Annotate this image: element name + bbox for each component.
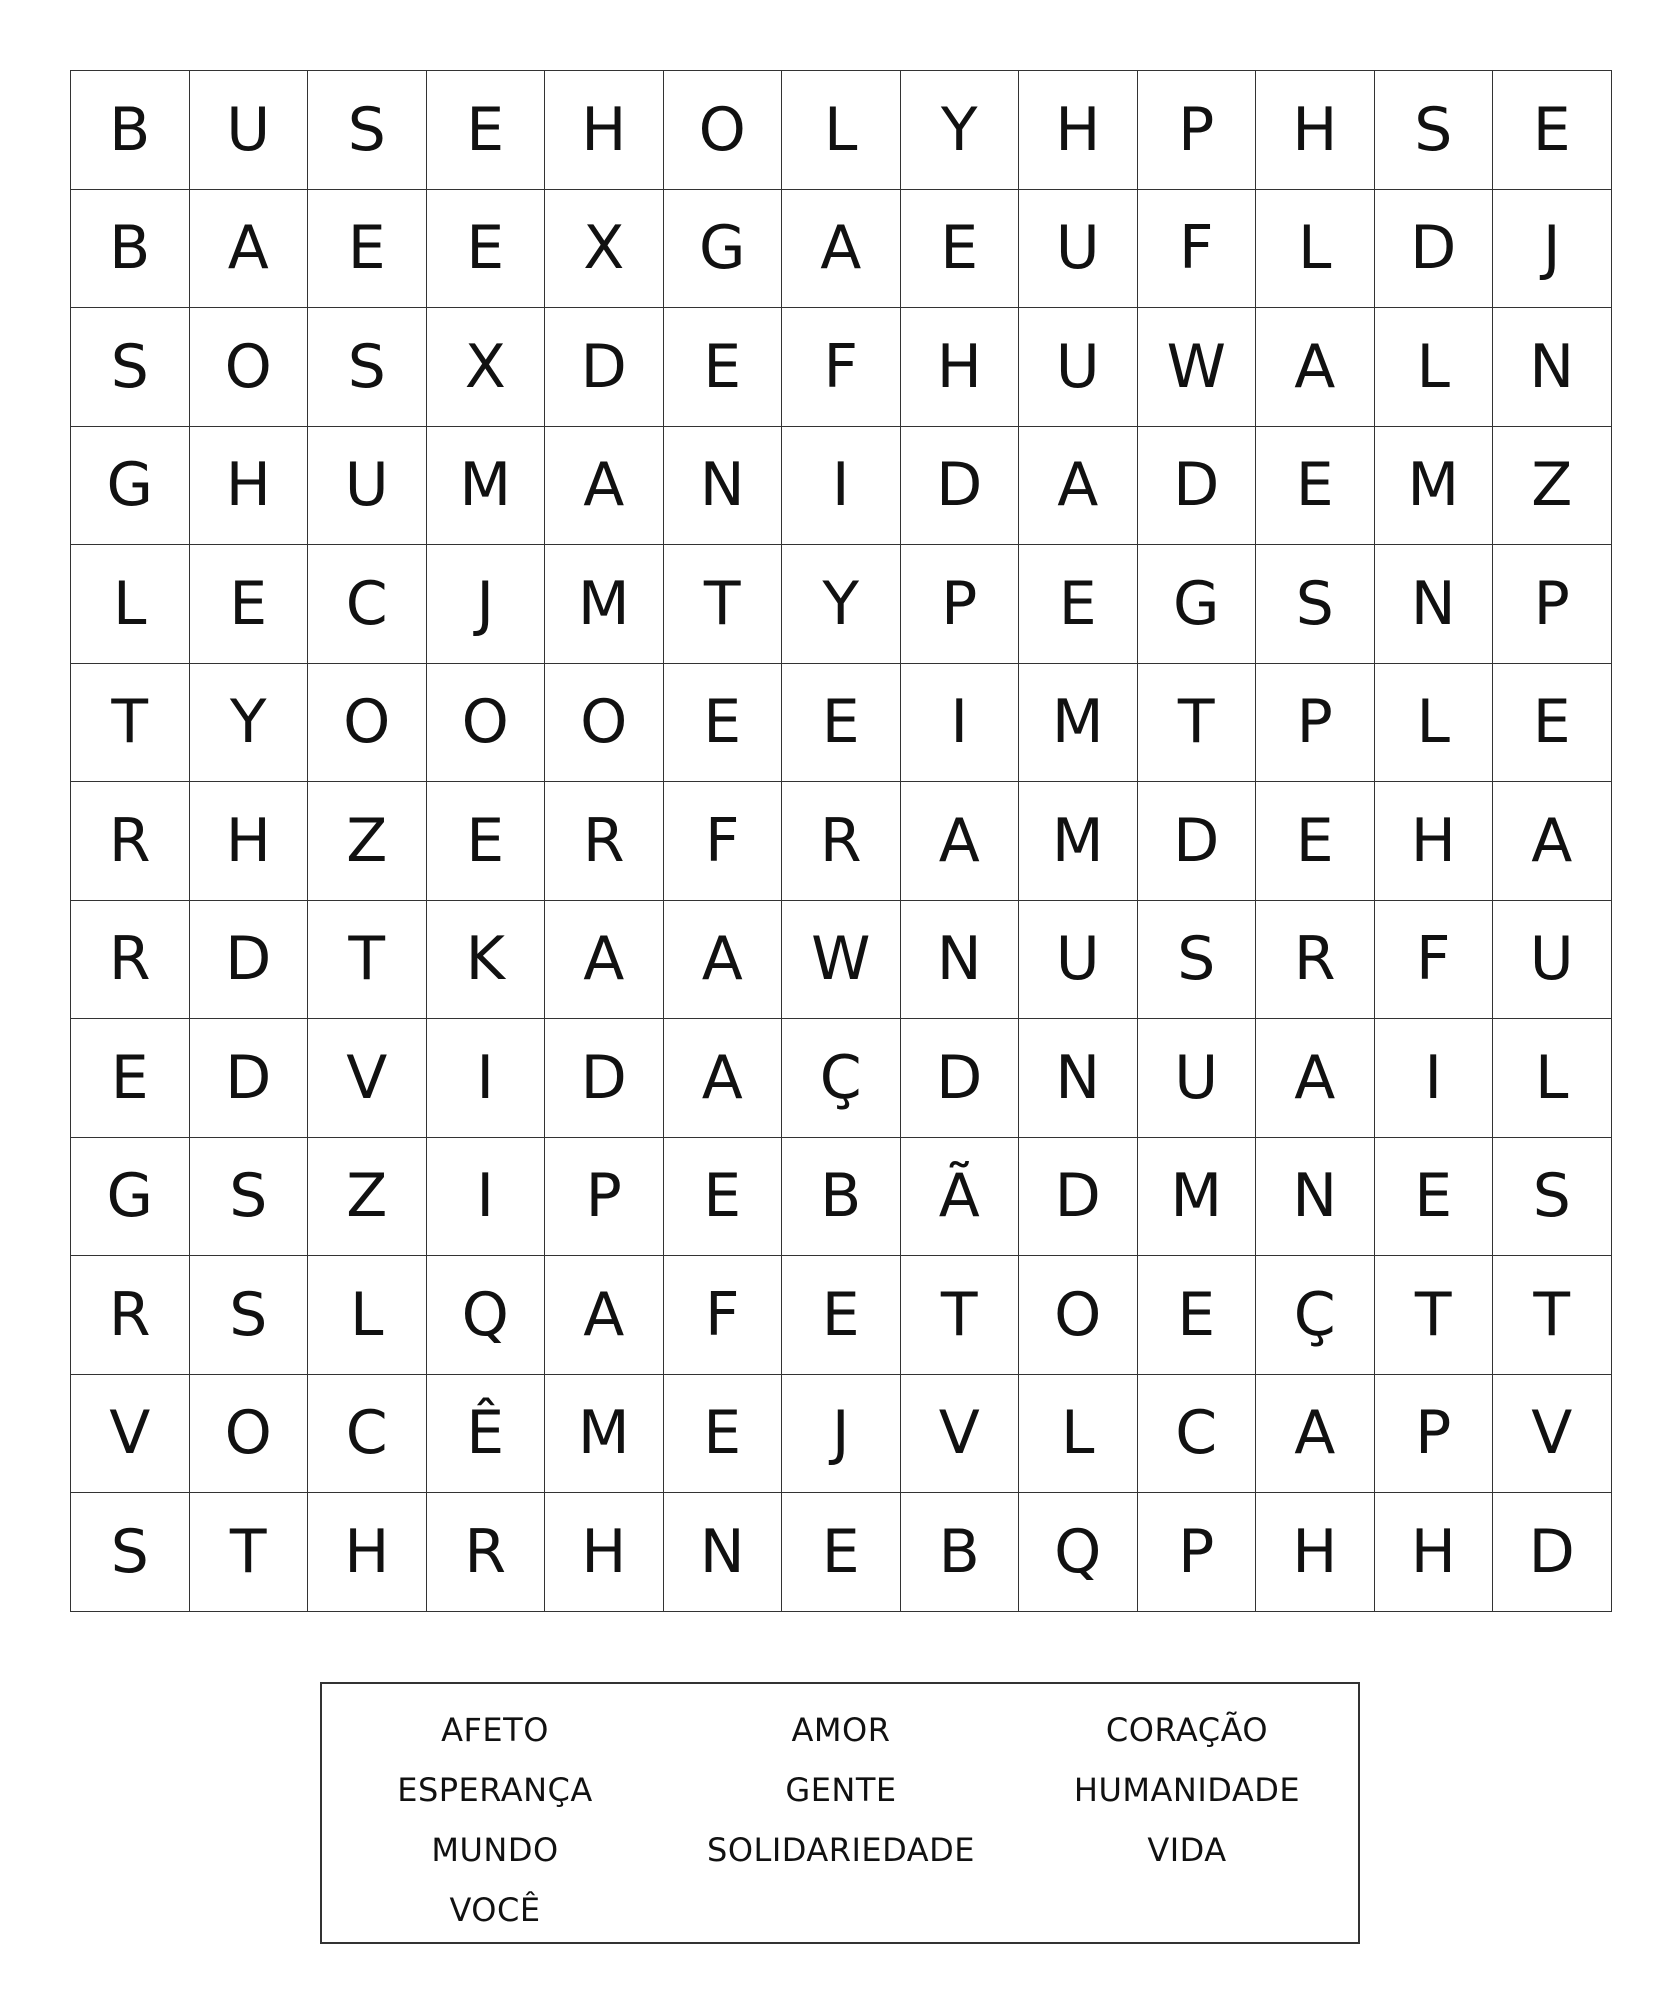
grid-cell-r9-c4[interactable]: I — [427, 1019, 546, 1138]
grid-cell-r3-c3[interactable]: S — [308, 308, 427, 427]
grid-cell-r8-c7[interactable]: W — [782, 901, 901, 1020]
grid-cell-r6-c8[interactable]: I — [901, 664, 1020, 783]
grid-cell-r9-c1[interactable]: E — [71, 1019, 190, 1138]
grid-cell-r8-c11[interactable]: R — [1256, 901, 1375, 1020]
grid-cell-r6-c7[interactable]: E — [782, 664, 901, 783]
grid-cell-r8-c13[interactable]: U — [1493, 901, 1612, 1020]
grid-cell-r7-c4[interactable]: E — [427, 782, 546, 901]
grid-cell-r8-c2[interactable]: D — [190, 901, 309, 1020]
grid-cell-r9-c3[interactable]: V — [308, 1019, 427, 1138]
grid-cell-r8-c3[interactable]: T — [308, 901, 427, 1020]
grid-cell-r11-c1[interactable]: R — [71, 1256, 190, 1375]
grid-cell-r2-c10[interactable]: F — [1138, 190, 1257, 309]
grid-cell-r12-c13[interactable]: V — [1493, 1375, 1612, 1494]
grid-cell-r12-c12[interactable]: P — [1375, 1375, 1494, 1494]
word-list-item: VIDA — [1147, 1831, 1227, 1869]
grid-cell-r2-c4[interactable]: E — [427, 190, 546, 309]
grid-cell-r13-c1[interactable]: S — [71, 1493, 190, 1612]
word-search-grid — [70, 70, 1612, 1612]
grid-cell-r13-c13[interactable]: D — [1493, 1493, 1612, 1612]
grid-cell-r5-c5[interactable]: M — [545, 545, 664, 664]
grid-cell-r5-c3[interactable]: C — [308, 545, 427, 664]
grid-cell-r6-c13[interactable]: E — [1493, 664, 1612, 783]
grid-cell-r13-c7[interactable]: E — [782, 1493, 901, 1612]
grid-cell-r12-c10[interactable]: C — [1138, 1375, 1257, 1494]
word-list-item: ESPERANÇA — [397, 1771, 593, 1809]
grid-cell-r3-c10[interactable]: W — [1138, 308, 1257, 427]
grid-cell-r8-c9[interactable]: U — [1019, 901, 1138, 1020]
grid-cell-r3-c13[interactable]: N — [1493, 308, 1612, 427]
grid-cell-r13-c5[interactable]: H — [545, 1493, 664, 1612]
grid-cell-r6-c4[interactable]: O — [427, 664, 546, 783]
grid-cell-r5-c2[interactable]: E — [190, 545, 309, 664]
grid-cell-r1-c2[interactable]: U — [190, 71, 309, 190]
grid-cell-r3-c6[interactable]: E — [664, 308, 783, 427]
grid-cell-r10-c5[interactable]: P — [545, 1138, 664, 1257]
grid-cell-r4-c12[interactable]: M — [1375, 427, 1494, 546]
grid-cell-r1-c13[interactable]: E — [1493, 71, 1612, 190]
grid-cell-r1-c9[interactable]: H — [1019, 71, 1138, 190]
grid-cell-r8-c8[interactable]: N — [901, 901, 1020, 1020]
grid-cell-r13-c10[interactable]: P — [1138, 1493, 1257, 1612]
grid-cell-r9-c2[interactable]: D — [190, 1019, 309, 1138]
grid-cell-r1-c1[interactable]: B — [71, 71, 190, 190]
grid-cell-r9-c7[interactable]: Ç — [782, 1019, 901, 1138]
grid-cell-r8-c10[interactable]: S — [1138, 901, 1257, 1020]
grid-cell-r12-c5[interactable]: M — [545, 1375, 664, 1494]
grid-cell-r12-c4[interactable]: Ê — [427, 1375, 546, 1494]
grid-cell-r1-c12[interactable]: S — [1375, 71, 1494, 190]
grid-cell-r2-c7[interactable]: A — [782, 190, 901, 309]
grid-cell-r3-c2[interactable]: O — [190, 308, 309, 427]
grid-cell-r4-c4[interactable]: M — [427, 427, 546, 546]
grid-cell-r11-c4[interactable]: Q — [427, 1256, 546, 1375]
grid-cell-r10-c10[interactable]: M — [1138, 1138, 1257, 1257]
grid-cell-r8-c6[interactable]: A — [664, 901, 783, 1020]
grid-cell-r5-c11[interactable]: S — [1256, 545, 1375, 664]
grid-cell-r10-c13[interactable]: S — [1493, 1138, 1612, 1257]
grid-cell-r11-c13[interactable]: T — [1493, 1256, 1612, 1375]
grid-cell-r2-c3[interactable]: E — [308, 190, 427, 309]
grid-cell-r11-c11[interactable]: Ç — [1256, 1256, 1375, 1375]
word-list-box — [320, 1682, 1360, 1944]
grid-cell-r6-c6[interactable]: E — [664, 664, 783, 783]
grid-cell-r7-c13[interactable]: A — [1493, 782, 1612, 901]
grid-cell-r13-c8[interactable]: B — [901, 1493, 1020, 1612]
grid-cell-r3-c12[interactable]: L — [1375, 308, 1494, 427]
grid-cell-r1-c4[interactable]: E — [427, 71, 546, 190]
grid-cell-r11-c8[interactable]: T — [901, 1256, 1020, 1375]
word-list-item: HUMANIDADE — [1073, 1771, 1301, 1809]
grid-cell-r11-c2[interactable]: S — [190, 1256, 309, 1375]
grid-cell-r6-c1[interactable]: T — [71, 664, 190, 783]
grid-cell-r7-c8[interactable]: A — [901, 782, 1020, 901]
word-list-item: GENTE — [785, 1771, 897, 1809]
grid-cell-r12-c3[interactable]: C — [308, 1375, 427, 1494]
grid-cell-r11-c6[interactable]: F — [664, 1256, 783, 1375]
grid-cell-r4-c9[interactable]: A — [1019, 427, 1138, 546]
grid-cell-r7-c1[interactable]: R — [71, 782, 190, 901]
grid-cell-r1-c3[interactable]: S — [308, 71, 427, 190]
grid-cell-r13-c12[interactable]: H — [1375, 1493, 1494, 1612]
grid-cell-r6-c2[interactable]: Y — [190, 664, 309, 783]
grid-cell-r4-c2[interactable]: H — [190, 427, 309, 546]
grid-cell-r11-c7[interactable]: E — [782, 1256, 901, 1375]
grid-cell-r9-c5[interactable]: D — [545, 1019, 664, 1138]
grid-cell-r3-c4[interactable]: X — [427, 308, 546, 427]
grid-cell-r3-c11[interactable]: A — [1256, 308, 1375, 427]
grid-cell-r1-c8[interactable]: Y — [901, 71, 1020, 190]
grid-cell-r5-c1[interactable]: L — [71, 545, 190, 664]
grid-cell-r11-c9[interactable]: O — [1019, 1256, 1138, 1375]
grid-cell-r7-c2[interactable]: H — [190, 782, 309, 901]
grid-cell-r7-c11[interactable]: E — [1256, 782, 1375, 901]
grid-cell-r2-c11[interactable]: L — [1256, 190, 1375, 309]
grid-cell-r5-c9[interactable]: E — [1019, 545, 1138, 664]
grid-cell-r13-c4[interactable]: R — [427, 1493, 546, 1612]
word-list-item: CORAÇÃO — [1105, 1711, 1269, 1749]
grid-cell-r2-c5[interactable]: X — [545, 190, 664, 309]
grid-cell-r10-c7[interactable]: B — [782, 1138, 901, 1257]
grid-cell-r10-c12[interactable]: E — [1375, 1138, 1494, 1257]
grid-cell-r12-c9[interactable]: L — [1019, 1375, 1138, 1494]
grid-cell-r7-c7[interactable]: R — [782, 782, 901, 901]
grid-cell-r1-c5[interactable]: H — [545, 71, 664, 190]
grid-cell-r7-c5[interactable]: R — [545, 782, 664, 901]
grid-cell-r4-c1[interactable]: G — [71, 427, 190, 546]
grid-cell-r7-c3[interactable]: Z — [308, 782, 427, 901]
grid-cell-r9-c10[interactable]: U — [1138, 1019, 1257, 1138]
grid-cell-r11-c5[interactable]: A — [545, 1256, 664, 1375]
word-list-item: MUNDO — [431, 1831, 559, 1869]
grid-cell-r7-c10[interactable]: D — [1138, 782, 1257, 901]
grid-cell-r6-c10[interactable]: T — [1138, 664, 1257, 783]
grid-cell-r13-c3[interactable]: H — [308, 1493, 427, 1612]
grid-cell-r12-c11[interactable]: A — [1256, 1375, 1375, 1494]
grid-cell-r3-c8[interactable]: H — [901, 308, 1020, 427]
grid-cell-r9-c11[interactable]: A — [1256, 1019, 1375, 1138]
grid-cell-r8-c5[interactable]: A — [545, 901, 664, 1020]
grid-cell-r12-c2[interactable]: O — [190, 1375, 309, 1494]
grid-cell-r2-c8[interactable]: E — [901, 190, 1020, 309]
grid-cell-r10-c2[interactable]: S — [190, 1138, 309, 1257]
grid-cell-r4-c6[interactable]: N — [664, 427, 783, 546]
grid-cell-r11-c3[interactable]: L — [308, 1256, 427, 1375]
grid-cell-r9-c12[interactable]: I — [1375, 1019, 1494, 1138]
grid-cell-r4-c5[interactable]: A — [545, 427, 664, 546]
grid-cell-r3-c5[interactable]: D — [545, 308, 664, 427]
grid-cell-r12-c8[interactable]: V — [901, 1375, 1020, 1494]
grid-cell-r4-c7[interactable]: I — [782, 427, 901, 546]
word-list-item: SOLIDARIEDADE — [707, 1831, 975, 1869]
grid-cell-r13-c11[interactable]: H — [1256, 1493, 1375, 1612]
grid-cell-r2-c6[interactable]: G — [664, 190, 783, 309]
grid-cell-r4-c8[interactable]: D — [901, 427, 1020, 546]
grid-cell-r9-c6[interactable]: A — [664, 1019, 783, 1138]
grid-cell-r12-c1[interactable]: V — [71, 1375, 190, 1494]
word-list-item: AMOR — [791, 1711, 891, 1749]
grid-cell-r2-c1[interactable]: B — [71, 190, 190, 309]
grid-cell-r5-c6[interactable]: T — [664, 545, 783, 664]
grid-cell-r2-c9[interactable]: U — [1019, 190, 1138, 309]
grid-cell-r5-c7[interactable]: Y — [782, 545, 901, 664]
grid-cell-r4-c3[interactable]: U — [308, 427, 427, 546]
grid-cell-r7-c6[interactable]: F — [664, 782, 783, 901]
grid-cell-r13-c2[interactable]: T — [190, 1493, 309, 1612]
grid-cell-r5-c12[interactable]: N — [1375, 545, 1494, 664]
grid-cell-r6-c5[interactable]: O — [545, 664, 664, 783]
word-list-item: AFETO — [441, 1711, 549, 1749]
grid-cell-r6-c3[interactable]: O — [308, 664, 427, 783]
grid-cell-r10-c1[interactable]: G — [71, 1138, 190, 1257]
grid-cell-r5-c10[interactable]: G — [1138, 545, 1257, 664]
grid-cell-r13-c6[interactable]: N — [664, 1493, 783, 1612]
grid-cell-r2-c2[interactable]: A — [190, 190, 309, 309]
grid-cell-r4-c10[interactable]: D — [1138, 427, 1257, 546]
grid-cell-r12-c7[interactable]: J — [782, 1375, 901, 1494]
grid-cell-r3-c1[interactable]: S — [71, 308, 190, 427]
grid-cell-r4-c13[interactable]: Z — [1493, 427, 1612, 546]
grid-cell-r10-c6[interactable]: E — [664, 1138, 783, 1257]
grid-cell-r10-c11[interactable]: N — [1256, 1138, 1375, 1257]
grid-cell-r8-c12[interactable]: F — [1375, 901, 1494, 1020]
grid-cell-r3-c9[interactable]: U — [1019, 308, 1138, 427]
grid-cell-r6-c12[interactable]: L — [1375, 664, 1494, 783]
grid-cell-r9-c8[interactable]: D — [901, 1019, 1020, 1138]
grid-cell-r4-c11[interactable]: E — [1256, 427, 1375, 546]
grid-cell-r5-c8[interactable]: P — [901, 545, 1020, 664]
grid-cell-r1-c11[interactable]: H — [1256, 71, 1375, 190]
grid-cell-r10-c3[interactable]: Z — [308, 1138, 427, 1257]
grid-cell-r5-c4[interactable]: J — [427, 545, 546, 664]
grid-cell-r12-c6[interactable]: E — [664, 1375, 783, 1494]
grid-cell-r13-c9[interactable]: Q — [1019, 1493, 1138, 1612]
grid-cell-r6-c9[interactable]: M — [1019, 664, 1138, 783]
word-list-item: VOCÊ — [449, 1891, 541, 1929]
grid-cell-r8-c4[interactable]: K — [427, 901, 546, 1020]
grid-cell-r1-c7[interactable]: L — [782, 71, 901, 190]
grid-cell-r9-c13[interactable]: L — [1493, 1019, 1612, 1138]
grid-cell-r7-c9[interactable]: M — [1019, 782, 1138, 901]
grid-cell-r6-c11[interactable]: P — [1256, 664, 1375, 783]
grid-cell-r1-c10[interactable]: P — [1138, 71, 1257, 190]
grid-cell-r11-c12[interactable]: T — [1375, 1256, 1494, 1375]
grid-cell-r10-c9[interactable]: D — [1019, 1138, 1138, 1257]
grid-cell-r5-c13[interactable]: P — [1493, 545, 1612, 664]
grid-cell-r10-c4[interactable]: I — [427, 1138, 546, 1257]
grid-cell-r2-c13[interactable]: J — [1493, 190, 1612, 309]
grid-cell-r10-c8[interactable]: Ã — [901, 1138, 1020, 1257]
grid-cell-r1-c6[interactable]: O — [664, 71, 783, 190]
grid-cell-r2-c12[interactable]: D — [1375, 190, 1494, 309]
grid-cell-r11-c10[interactable]: E — [1138, 1256, 1257, 1375]
grid-cell-r7-c12[interactable]: H — [1375, 782, 1494, 901]
grid-cell-r3-c7[interactable]: F — [782, 308, 901, 427]
grid-cell-r8-c1[interactable]: R — [71, 901, 190, 1020]
grid-cell-r9-c9[interactable]: N — [1019, 1019, 1138, 1138]
